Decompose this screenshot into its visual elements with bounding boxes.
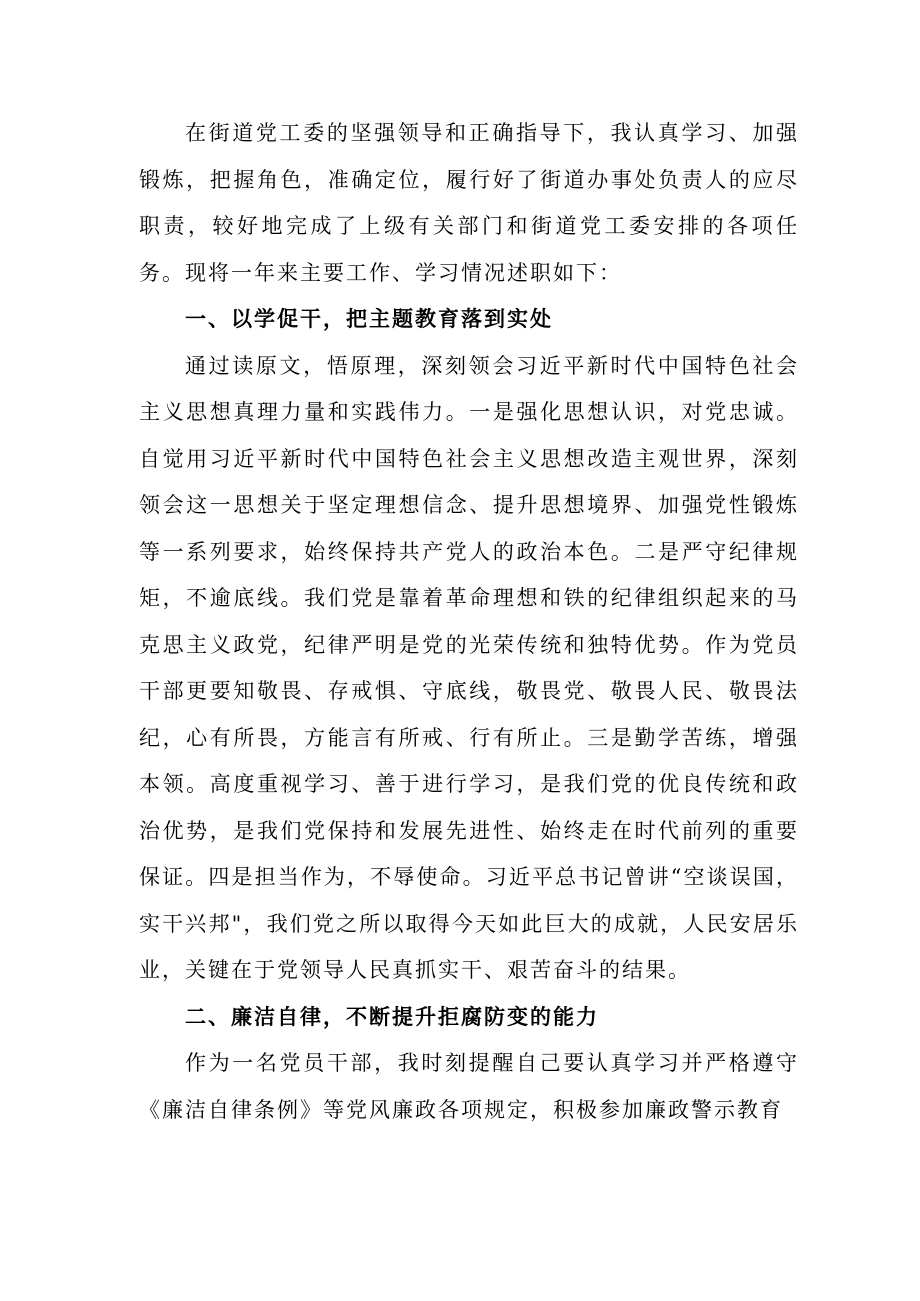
intro-paragraph: 在街道党工委的坚强领导和正确指导下，我认真学习、加强锻炼，把握角色，准确定位，履行好了街道办事处负责人的应尽职责，较好地完成了上级有关部门和街道党工委安排的各项任务。现将一年来主要工作、学习情况述职如下： (139, 121, 799, 285)
section-1-paragraph: 通过读原文，悟原理，深刻领会习近平新时代中国特色社会主义思想真理力量和实践伟力。一是强化思想认识，对党忠诚。自觉用习近平新时代中国特色社会主义思想改造主观世界，深刻领会这一思想关于坚定理想信念、提升思想境界、加强党性锻炼等一系列要求，始终保持共产党人的政治本色。二是严守纪律规矩，不逾底线。我们党是靠着革命理想和铁的纪律组织起来的马克思主义政党，纪律严明是党的光荣传统和独特优势。作为党员干部更要知敬畏、存戒惧、守底线，敬畏党、敬畏人民、敬畏法纪，心有所畏，方能言有所戒、行有所止。三是勤学苦练，增强本领。高度重视学习、善于进行学习，是我们党的优良传统和政治优势，是我们党保持和发展先进性、始终走在时代前列的重要保证。四是担当作为，不辱使命。习近平总书记曾讲“空谈误国，实干兴邦"，我们党之所以取得今天如此巨大的成就，人民安居乐业，关键在于党领导人民真抓实干、艰苦奋斗的结果。 (139, 353, 799, 982)
section-2-paragraph: 作为一名党员干部，我时刻提醒自己要认真学习并严格遵守《廉洁自律条例》等党风廉政各项规定，积极参加廉政警示教育 (139, 1051, 799, 1122)
document-body (139, 110, 799, 1133)
section-heading-1: 一、以学促干，把主题教育落到实处 (185, 307, 553, 331)
section-heading-2: 二、廉洁自律，不断提升拒腐防变的能力 (185, 1004, 599, 1029)
